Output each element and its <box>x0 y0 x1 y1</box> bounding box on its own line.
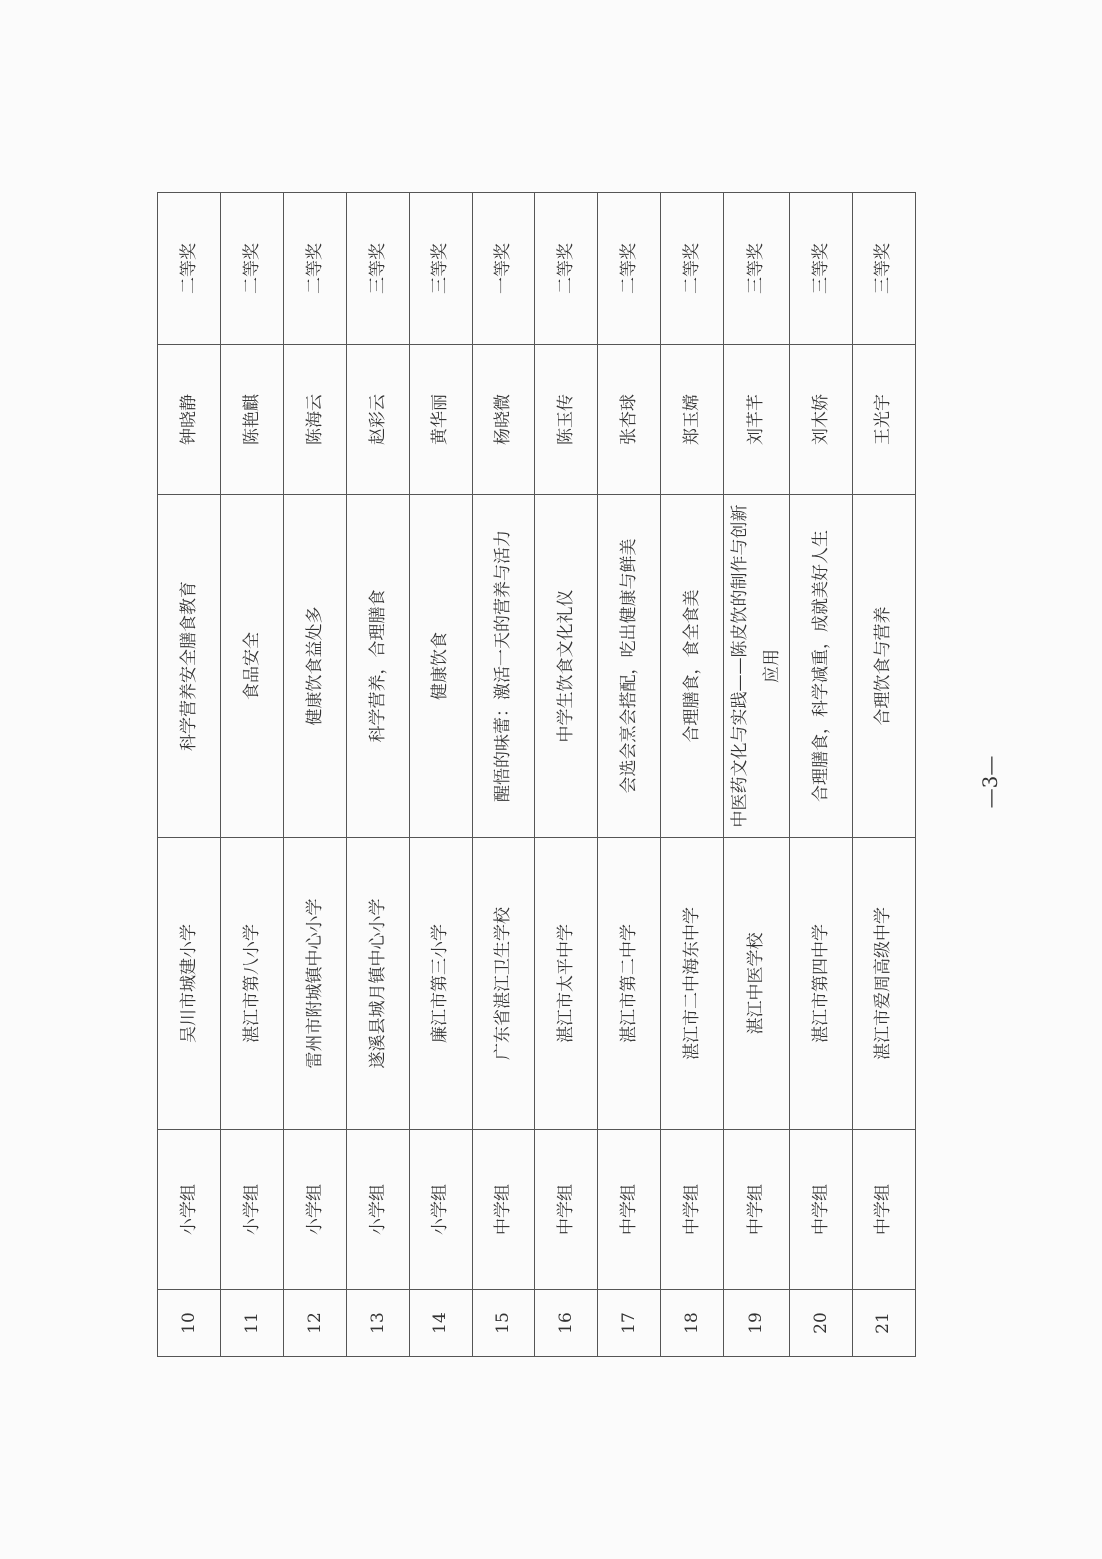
table-row <box>598 193 661 1357</box>
cell-no: 18 <box>661 1290 724 1357</box>
cell-award: 二等奖 <box>283 193 346 345</box>
table-row <box>346 193 409 1357</box>
cell-title: 健康饮食益处多 <box>283 495 346 838</box>
cell-title: 醒悟的味蕾：激活一天的营养与活力 <box>472 495 535 838</box>
table-row <box>283 193 346 1357</box>
cell-group: 中学组 <box>852 1130 915 1290</box>
cell-title: 中学生饮食文化礼仪 <box>535 495 598 838</box>
cell-award: 三等奖 <box>409 193 472 345</box>
cell-award: 二等奖 <box>158 193 221 345</box>
cell-no: 19 <box>724 1290 790 1357</box>
cell-title: 科学营养安全膳食教育 <box>158 495 221 838</box>
cell-group: 小学组 <box>283 1130 346 1290</box>
cell-no: 12 <box>283 1290 346 1357</box>
cell-school: 湛江市第四中学 <box>789 838 852 1130</box>
cell-title: 合理膳食，科学减重，成就美好人生 <box>789 495 852 838</box>
table-row <box>789 193 852 1357</box>
cell-group: 中学组 <box>598 1130 661 1290</box>
cell-name: 张杏球 <box>598 345 661 495</box>
cell-title: 会选会烹会搭配，吃出健康与鲜美 <box>598 495 661 838</box>
cell-award: 二等奖 <box>661 193 724 345</box>
cell-no: 15 <box>472 1290 535 1357</box>
cell-school: 廉江市第三小学 <box>409 838 472 1130</box>
cell-name: 王光宇 <box>852 345 915 495</box>
cell-award: 二等奖 <box>535 193 598 345</box>
cell-name: 陈艳麒 <box>220 345 283 495</box>
table-row <box>472 193 535 1357</box>
cell-award: 三等奖 <box>852 193 915 345</box>
table-row <box>409 193 472 1357</box>
cell-group: 中学组 <box>661 1130 724 1290</box>
cell-school: 遂溪县城月镇中心小学 <box>346 838 409 1130</box>
cell-name: 陈海云 <box>283 345 346 495</box>
cell-no: 16 <box>535 1290 598 1357</box>
cell-title: 科学营养，合理膳食 <box>346 495 409 838</box>
cell-group: 中学组 <box>789 1130 852 1290</box>
cell-group: 小学组 <box>346 1130 409 1290</box>
cell-name: 杨晓微 <box>472 345 535 495</box>
cell-no: 14 <box>409 1290 472 1357</box>
cell-group: 小学组 <box>220 1130 283 1290</box>
cell-no: 21 <box>852 1290 915 1357</box>
page-number: —3— <box>978 755 1002 809</box>
table-row <box>158 193 221 1357</box>
cell-name: 刘木娇 <box>789 345 852 495</box>
cell-title: 中医药文化与实践——陈皮饮的制作与创新应用 <box>724 495 790 838</box>
cell-school: 湛江市二中海东中学 <box>661 838 724 1130</box>
cell-title: 健康饮食 <box>409 495 472 838</box>
cell-school: 湛江市第二中学 <box>598 838 661 1130</box>
cell-no: 20 <box>789 1290 852 1357</box>
cell-award: 一等奖 <box>472 193 535 345</box>
cell-name: 刘芊芊 <box>724 345 790 495</box>
cell-no: 13 <box>346 1290 409 1357</box>
cell-school: 雷州市附城镇中心小学 <box>283 838 346 1130</box>
table-row <box>724 193 790 1357</box>
cell-title: 合理饮食与营养 <box>852 495 915 838</box>
cell-title: 合理膳食，食全食美 <box>661 495 724 838</box>
cell-group: 小学组 <box>409 1130 472 1290</box>
cell-no: 10 <box>158 1290 221 1357</box>
cell-name: 钟晓静 <box>158 345 221 495</box>
cell-award: 三等奖 <box>724 193 790 345</box>
cell-group: 中学组 <box>535 1130 598 1290</box>
cell-school: 湛江市第八小学 <box>220 838 283 1130</box>
cell-school: 湛江市太平中学 <box>535 838 598 1130</box>
cell-name: 陈玉传 <box>535 345 598 495</box>
cell-school: 湛江中医学校 <box>724 838 790 1130</box>
cell-title: 食品安全 <box>220 495 283 838</box>
cell-name: 赵彩云 <box>346 345 409 495</box>
cell-name: 郑玉嫦 <box>661 345 724 495</box>
table-row <box>661 193 724 1357</box>
table-row <box>535 193 598 1357</box>
cell-group: 中学组 <box>472 1130 535 1290</box>
cell-award: 二等奖 <box>598 193 661 345</box>
cell-group: 小学组 <box>158 1130 221 1290</box>
cell-school: 吴川市城建小学 <box>158 838 221 1130</box>
cell-no: 11 <box>220 1290 283 1357</box>
cell-name: 黄华丽 <box>409 345 472 495</box>
cell-school: 广东省湛江卫生学校 <box>472 838 535 1130</box>
cell-school: 湛江市爱周高级中学 <box>852 838 915 1130</box>
table-row <box>852 193 915 1357</box>
awards-table-rotated <box>157 193 912 1357</box>
awards-table <box>157 192 916 1357</box>
cell-group: 中学组 <box>724 1130 790 1290</box>
cell-award: 二等奖 <box>220 193 283 345</box>
table-row <box>220 193 283 1357</box>
cell-award: 三等奖 <box>789 193 852 345</box>
cell-no: 17 <box>598 1290 661 1357</box>
cell-award: 三等奖 <box>346 193 409 345</box>
